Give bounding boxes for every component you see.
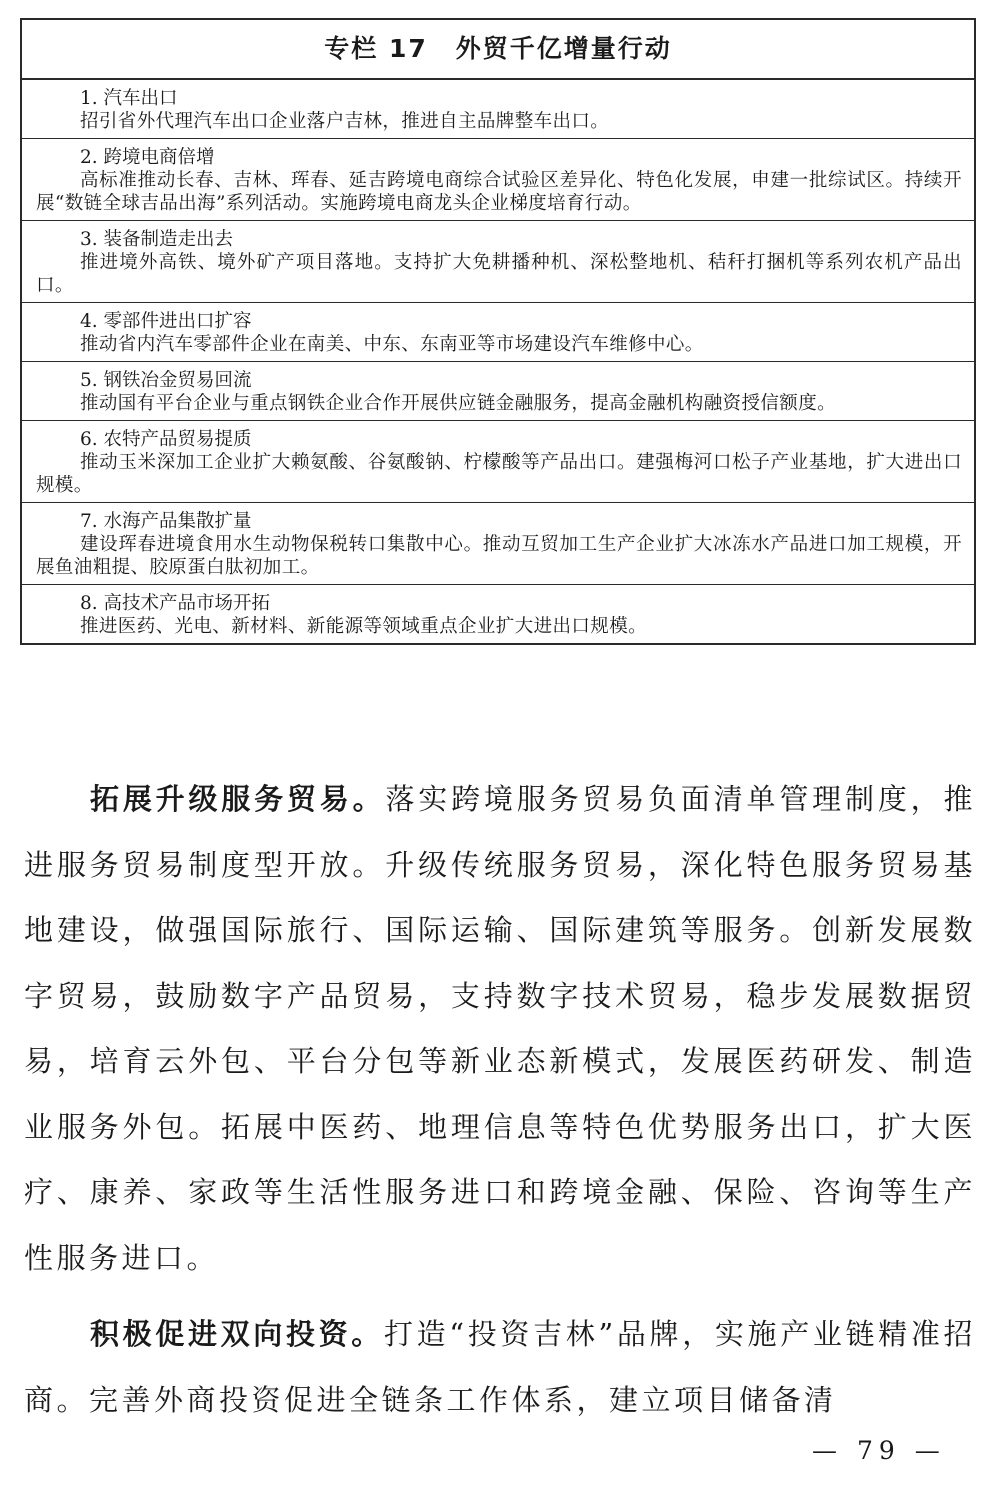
column-item-title: 7. 水海产品集散扩量 bbox=[80, 511, 252, 532]
column-item-title: 4. 零部件进出口扩容 bbox=[80, 311, 252, 332]
column-item bbox=[22, 138, 974, 220]
column-label: 专栏 17 bbox=[324, 34, 428, 63]
paragraph-lead: 拓展升级服务贸易。 bbox=[90, 782, 386, 816]
paragraph-lead: 积极促进双向投资。 bbox=[90, 1317, 384, 1351]
column-item-title: 8. 高技术产品市场开拓 bbox=[80, 593, 271, 614]
paragraph-text: 打造“投资吉林”品牌，实施产业链精准招商。完善外商投资促进全链条工作体系，建立项目储备清 bbox=[24, 1317, 976, 1417]
column-item-desc: 推动省内汽车零部件企业在南美、中东、东南亚等市场建设汽车维修中心。 bbox=[80, 334, 704, 355]
column-item-desc: 推进医药、光电、新材料、新能源等领域重点企业扩大进出口规模。 bbox=[80, 616, 648, 637]
column-title: 外贸千亿增量行动 bbox=[455, 34, 672, 63]
column-item-desc: 推动国有平台企业与重点钢铁企业合作开展供应链金融服务，提高金融机构融资授信额度。 bbox=[80, 393, 837, 414]
column-item-desc: 推动玉米深加工企业扩大赖氨酸、谷氨酸钠、柠檬酸等产品出口。建强梅河口松子产业基地，扩大进出口规模。 bbox=[36, 452, 962, 496]
column-item bbox=[22, 584, 974, 643]
column-item-desc: 推进境外高铁、境外矿产项目落地。支持扩大免耕播种机、深松整地机、秸秆打捆机等系列农机产品出口。 bbox=[36, 252, 962, 296]
column-item-desc: 高标准推动长春、吉林、珲春、延吉跨境电商综合试验区差异化、特色化发展，申建一批综试区。持续开展“数链全球吉品出海”系列活动。实施跨境电商龙头企业梯度培育行动。 bbox=[36, 170, 962, 214]
paragraph-text: 落实跨境服务贸易负面清单管理制度，推进服务贸易制度型开放。升级传统服务贸易，深化特色服务贸易基地建设，做强国际旅行、国际运输、国际建筑等服务。创新发展数字贸易，鼓励数字产品贸易，支持数字技术贸易，稳步发展数据贸易，培育云外包、平台分包等新业态新模式，发展医药研发、制造业服务外包。拓展中医药、地理信息等特色优势服务出口，扩大医疗、康养、家政等生活性服务进口和跨境金融、保险、咨询等生产性服务进口。 bbox=[24, 782, 976, 1275]
column-item-title: 2. 跨境电商倍增 bbox=[80, 147, 215, 168]
body-paragraph bbox=[24, 1302, 976, 1433]
column-box bbox=[20, 18, 976, 645]
column-item bbox=[22, 302, 974, 361]
body-paragraph bbox=[24, 767, 976, 1291]
column-item-title: 3. 装备制造走出去 bbox=[80, 229, 234, 250]
column-item bbox=[22, 79, 974, 138]
page-number: — 79 — bbox=[812, 1436, 946, 1465]
column-item bbox=[22, 220, 974, 302]
column-item-title: 1. 汽车出口 bbox=[80, 88, 178, 109]
column-item bbox=[22, 502, 974, 584]
column-item bbox=[22, 361, 974, 420]
column-title-bar bbox=[22, 20, 974, 79]
column-item-desc: 招引省外代理汽车出口企业落户吉林，推进自主品牌整车出口。 bbox=[80, 111, 610, 132]
column-item-title: 6. 农特产品贸易提质 bbox=[80, 429, 252, 450]
column-item bbox=[22, 420, 974, 502]
column-item-title: 5. 钢铁冶金贸易回流 bbox=[80, 370, 252, 391]
column-item-desc: 建设珲春进境食用水生动物保税转口集散中心。推动互贸加工生产企业扩大冰冻水产品进口加工规模，开展鱼油粗提、胶原蛋白肽初加工。 bbox=[36, 534, 962, 578]
